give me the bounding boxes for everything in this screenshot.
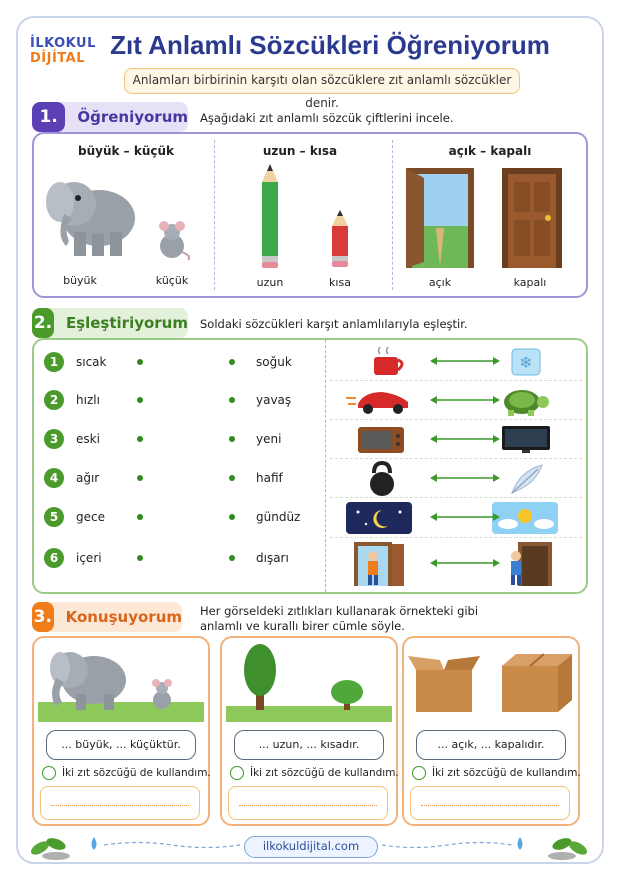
- section3-desc-line2: anlamlı ve kurallı birer cümle söyle.: [200, 619, 405, 633]
- row-number: 1: [44, 352, 64, 372]
- row-number: 3: [44, 429, 64, 449]
- match-dot[interactable]: [137, 359, 143, 365]
- brand-logo: [30, 36, 96, 66]
- checkbox-icon[interactable]: [230, 766, 244, 780]
- divider: [392, 140, 393, 290]
- match-dot[interactable]: [229, 555, 235, 561]
- section1-title: Öğreniyorum: [77, 108, 188, 126]
- match-dot[interactable]: [229, 359, 235, 365]
- match-dot[interactable]: [137, 475, 143, 481]
- dashed-arrow-icon: [104, 840, 240, 850]
- open-door-image: [402, 166, 478, 270]
- elephant-image: [44, 166, 140, 262]
- checkbox-icon[interactable]: [42, 766, 56, 780]
- hot-cup-icon: [368, 345, 408, 377]
- right-word: soğuk: [256, 355, 292, 369]
- night-sky-icon: [346, 502, 412, 534]
- section1-header: [32, 102, 188, 132]
- go-outside-icon: [498, 540, 556, 588]
- day-sky-icon: [492, 502, 558, 534]
- divider: [214, 140, 215, 290]
- sentence-bubble: ... açık, ... kapalıdır.: [416, 730, 566, 760]
- double-arrow-icon: [430, 395, 500, 405]
- double-arrow-icon: [430, 558, 500, 568]
- section3-desc-line1: Her görseldeki zıtlıkları kullanarak örnekteki gibi: [200, 604, 479, 618]
- right-word: yeni: [256, 432, 282, 446]
- check-label: İki zıt sözcüğü de kullandım.: [250, 767, 399, 779]
- checkbox-icon[interactable]: [412, 766, 426, 780]
- section3-title: Konuşuyorum: [65, 608, 182, 626]
- leaf-decoration-icon: [26, 830, 86, 860]
- row-separator: [330, 419, 582, 420]
- pair-title: büyük – küçük: [78, 144, 174, 158]
- match-dot[interactable]: [137, 555, 143, 561]
- left-word: sıcak: [76, 355, 107, 369]
- brand-line2: DİJİTAL: [30, 51, 86, 66]
- word-label: açık: [428, 276, 452, 289]
- feather-icon: [506, 461, 546, 497]
- left-word: ağır: [76, 471, 100, 485]
- pair-title: açık – kapalı: [448, 144, 532, 158]
- open-closed-box-scene: [408, 648, 574, 718]
- word-label: kapalı: [513, 276, 547, 289]
- row-number: 6: [44, 548, 64, 568]
- short-pencil-image: [328, 210, 352, 268]
- section2-number: 2.: [32, 308, 54, 338]
- section1-desc: Aşağıdaki zıt anlamlı sözcük çiftlerini incele.: [200, 111, 454, 125]
- kettlebell-icon: [364, 461, 400, 497]
- match-dot[interactable]: [229, 397, 235, 403]
- footer-url[interactable]: ilkokuldijital.com: [244, 836, 378, 858]
- answer-field[interactable]: [410, 786, 570, 820]
- race-car-icon: [346, 386, 412, 416]
- closed-door-image: [500, 166, 564, 270]
- left-word: eski: [76, 432, 100, 446]
- water-drop-icon: [88, 836, 100, 852]
- intro-box: Anlamları birbirinin karşıtı olan sözcüklere zıt anlamlı sözcükler denir.: [124, 68, 520, 94]
- dashed-arrow-icon: [382, 840, 512, 850]
- row-separator: [330, 497, 582, 498]
- row-number: 2: [44, 390, 64, 410]
- turtle-icon: [496, 384, 552, 418]
- match-dot[interactable]: [137, 436, 143, 442]
- section2-desc: Soldaki sözcükleri karşıt anlamlılarıyla eşleştir.: [200, 317, 468, 331]
- tall-short-tree-scene: [226, 640, 392, 722]
- word-label: büyük: [63, 274, 97, 287]
- section3-number: 3.: [32, 602, 54, 632]
- ice-cube-icon: [506, 345, 546, 377]
- row-number: 5: [44, 507, 64, 527]
- check-label: İki zıt sözcüğü de kullandım.: [432, 767, 581, 779]
- mouse-image: [150, 216, 194, 262]
- check-label: İki zıt sözcüğü de kullandım.: [62, 767, 211, 779]
- double-arrow-icon: [430, 356, 500, 366]
- answer-field[interactable]: [228, 786, 388, 820]
- new-tv-icon: [500, 424, 552, 454]
- long-pencil-image: [258, 164, 282, 268]
- row-separator: [330, 380, 582, 381]
- double-arrow-icon: [430, 434, 500, 444]
- right-word: dışarı: [256, 551, 289, 565]
- word-label: kısa: [329, 276, 351, 289]
- match-dot[interactable]: [229, 475, 235, 481]
- sentence-bubble: ... uzun, ... kısadır.: [234, 730, 384, 760]
- section2-title: Eşleştiriyorum: [65, 314, 188, 332]
- pair-title: uzun – kısa: [262, 144, 338, 158]
- left-word: içeri: [76, 551, 102, 565]
- leaf-decoration-icon: [532, 830, 592, 860]
- match-dot[interactable]: [137, 397, 143, 403]
- right-word: gündüz: [256, 510, 301, 524]
- section2-header: [32, 308, 188, 338]
- row-separator: [330, 537, 582, 538]
- go-inside-icon: [350, 540, 408, 588]
- divider: [325, 340, 326, 592]
- sentence-bubble: ... büyük, ... küçüktür.: [46, 730, 196, 760]
- old-tv-icon: [356, 423, 406, 455]
- word-label: küçük: [155, 274, 189, 287]
- right-word: hafif: [256, 471, 283, 485]
- row-number: 4: [44, 468, 64, 488]
- word-label: uzun: [256, 276, 284, 289]
- brand-line1: İLKOKUL: [30, 36, 96, 51]
- answer-field[interactable]: [40, 786, 200, 820]
- right-word: yavaş: [256, 393, 292, 407]
- water-drop-icon: [514, 836, 526, 852]
- double-arrow-icon: [430, 512, 500, 522]
- double-arrow-icon: [430, 473, 500, 483]
- match-dot[interactable]: [137, 514, 143, 520]
- match-dot[interactable]: [229, 514, 235, 520]
- left-word: hızlı: [76, 393, 100, 407]
- svg-text:❄: ❄: [519, 353, 533, 372]
- elephant-mouse-scene: [38, 640, 204, 722]
- section3-header: [32, 602, 182, 632]
- page-title: Zıt Anlamlı Sözcükleri Öğreniyorum: [110, 30, 550, 60]
- row-separator: [330, 458, 582, 459]
- match-dot[interactable]: [229, 436, 235, 442]
- section1-number: 1.: [32, 102, 65, 132]
- left-word: gece: [76, 510, 105, 524]
